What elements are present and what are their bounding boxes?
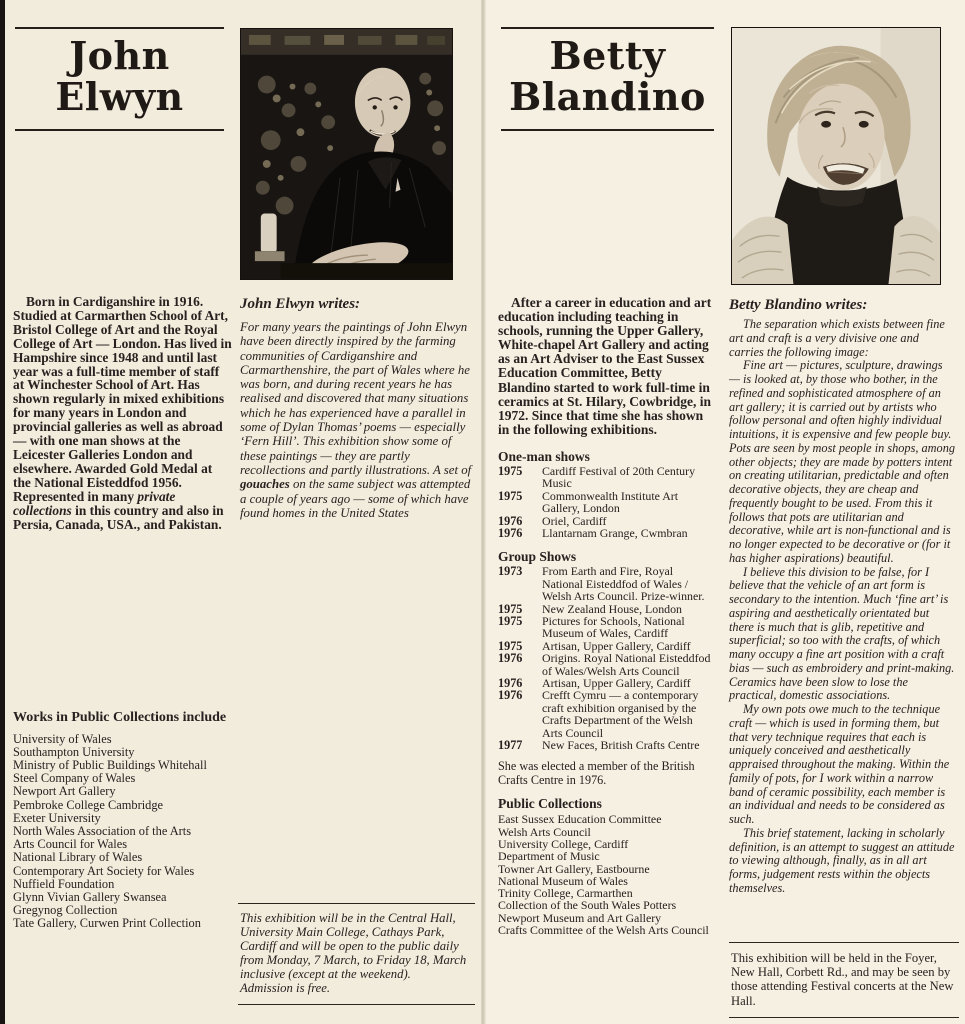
- collections-list: [13, 733, 233, 931]
- john-elwyn-writes-section: [240, 296, 473, 520]
- statement-paragraph: This brief statement, lacking in scholarly definition, is an attempt to suggest an attitude to viewing although, finally, as in all art forms, judgement rests within the objects themselves.: [729, 825, 955, 895]
- statement-heading: Betty Blandino writes:: [729, 297, 868, 313]
- show-desc: Artisan, Upper Gallery, Cardiff: [542, 638, 691, 653]
- show-desc: New Zealand House, London: [542, 601, 683, 616]
- show-year: 1976: [498, 676, 523, 691]
- collection-item: Crafts Committee of the Welsh Arts Council: [498, 923, 709, 938]
- show-year: 1976: [498, 688, 523, 703]
- title-line: Betty: [549, 33, 666, 78]
- collection-item: Contemporary Art Society for Wales: [13, 863, 195, 878]
- bio-text-italic: private collections: [13, 488, 176, 518]
- statement-paragraph: The separation which exists between fine art and craft is a very divisive one and carries the following image:: [729, 317, 945, 359]
- show-year: 1975: [498, 614, 523, 628]
- betty-biography: After a career in education and art education including teaching in schools, running the Upper Gallery, White-chapel Art Gallery and acting as an Art Adviser to the East Sussex Education Committee, Betty Blandino started to work full-time in ceramics at St. Hilary, Cowbridge, in 1972. Since that time she has shown in the following exhibitions.: [498, 295, 712, 437]
- group-shows-section: [498, 549, 715, 751]
- shows-list: [498, 465, 715, 539]
- show-row: [498, 689, 715, 739]
- collection-item: Newport Museum and Art Gallery: [498, 910, 662, 925]
- page-john-elwyn: [5, 0, 482, 1024]
- title-line: Elwyn: [55, 74, 184, 119]
- statement-paragraph: My own pots owe much to the technique craft — which is used in forming them, but that very technique requires that each is uniquely conceived and aesthetically appraised throughout the making. Within the family of pots, for I work within a narrow band of ceramic possibility, each member is an individual and needs to be considered as such.: [729, 702, 950, 826]
- john-exhibition-note: [238, 903, 475, 1005]
- statement-heading: John Elwyn writes:: [240, 296, 361, 312]
- betty-blandino-writes-section: [729, 297, 956, 896]
- section-heading: One-man shows: [498, 448, 590, 464]
- collection-item: Glynn Vivian Gallery Swansea: [13, 889, 167, 904]
- show-desc: Oriel, Cardiff: [542, 513, 607, 528]
- page-betty-blandino: [486, 0, 965, 1024]
- portrait-illustration: [732, 28, 940, 284]
- collection-item: Gregynog Collection: [13, 903, 118, 918]
- collection-item: University of Wales: [13, 731, 112, 746]
- show-desc: Artisan, Upper Gallery, Cardiff: [542, 676, 691, 691]
- title-line: John: [69, 33, 170, 78]
- collection-item: Exeter University: [13, 810, 101, 825]
- elected-note: She was elected a member of the British Crafts Centre in 1976.: [498, 759, 695, 787]
- show-row: [498, 565, 715, 602]
- shows-list: [498, 565, 715, 751]
- betty-blandino-title: [501, 27, 714, 131]
- show-desc: From Earth and Fire, Royal National Eisteddfod of Wales / Welsh Arts Council. Prize-winner.: [542, 564, 705, 604]
- show-row: [498, 490, 715, 515]
- show-year: 1975: [498, 463, 523, 478]
- show-year: 1976: [498, 525, 523, 540]
- statement-paragraphs: [729, 318, 956, 896]
- collection-item: Arts Council for Wales: [13, 837, 128, 852]
- collection-item: Tate Gallery, Curwen Print Collection: [13, 916, 201, 931]
- collection-item: Ministry of Public Buildings Whitehall: [13, 757, 207, 772]
- collection-item: University College, Cardiff: [498, 836, 629, 851]
- collection-item: Welsh Arts Council: [498, 824, 591, 839]
- show-year: 1975: [498, 638, 523, 653]
- one-man-shows-section: [498, 449, 715, 539]
- show-desc: Crefft Cymru — a contemporary craft exhibition organised by the Crafts Department of the Welsh Arts Council: [542, 688, 699, 740]
- show-year: 1975: [498, 488, 523, 503]
- show-desc: Llantarnam Grange, Cwmbran: [542, 525, 688, 540]
- collection-item: North Wales Association of the Arts: [13, 823, 192, 838]
- betty-left-column: [498, 296, 715, 936]
- title-line: Blandino: [509, 74, 706, 119]
- works-in-public-collections-section: [13, 710, 233, 931]
- show-desc: Origins. Royal National Eisteddfod of Wales/Welsh Arts Council: [542, 651, 711, 678]
- john-elwyn-photo: [240, 28, 453, 280]
- collection-item: Department of Music: [498, 849, 600, 864]
- john-biography: [13, 295, 233, 531]
- collection-item: Nuffield Foundation: [13, 876, 115, 891]
- statement-bold-word: gouaches: [240, 477, 290, 492]
- statement-paragraph: Fine art — pictures, sculpture, drawings — is looked at, by those who bother, in the refined and sophisticated atmosphere of an art gallery; it is carried out by artists who follow personal and often highly individual intuitions, it is expensive and few people buy. Pots are seen by most people in shops, among other objects; they are made by potters intent on creating utilitarian, predictable and often decorative objects, they are cheap and frequently bought to be used. From this it follows that pots are utilitarian and decorative, while art is non-functional and is no longer expected to be decorative or (for it has higher aspirations) beautiful.: [729, 358, 955, 565]
- collection-item: Trinity College, Carmarthen: [498, 886, 633, 901]
- statement-paragraph: I believe this division to be false, for I believe that the vehicle of an art form is secondary to the intention. Much ‘fine art’ is aspiring and aesthetically orientated but there is much that is glib, repetitive and superficial; so too with the crafts, of which many occupy a fine art position with a craft bias — such as embroidery and print-making. Ceramics have been slow to lose the practical, domestic associations.: [729, 564, 955, 703]
- collection-item: Pembroke College Cambridge: [13, 797, 164, 812]
- statement-part: For many years the paintings of John Elwyn have been directly inspired by the farming communities of Cardiganshire and Carmarthenshire, the part of Wales where he was born, and during recent years he has realised and discovered that many situations which he has experienced have a parallel in some of Dylan Thomas’ poems — especially ‘Fern Hill’. This exhibition show some of these paintings — they are partly recollections and partly illustrations. A set of: [240, 320, 472, 477]
- show-desc: Cardiff Festival of 20th Century Music: [542, 463, 696, 491]
- section-heading: Group Shows: [498, 549, 577, 565]
- note-text: Admission is free.: [240, 980, 331, 995]
- bio-text: in this country and also in Persia, Canada, USA., and Pakistan.: [13, 502, 224, 532]
- show-row: [498, 527, 715, 539]
- statement-text: [240, 320, 473, 520]
- note-text: This exhibition will be held in the Foyer, New Hall, Corbett Rd., and may be seen by those attending Festival concerts at the New Hall.: [731, 951, 954, 1008]
- section-heading: Works in Public Collections include: [13, 710, 227, 725]
- show-year: 1973: [498, 564, 523, 579]
- show-row: [498, 465, 715, 490]
- public-collections-section: [498, 796, 715, 936]
- show-year: 1975: [498, 601, 523, 616]
- statement-part: on the same subject was attempted a couple of years ago — some of which have found homes in the United States: [240, 477, 471, 520]
- show-desc: Pictures for Schools, National Museum of Wales, Cardiff: [542, 614, 685, 641]
- collection-item: East Sussex Education Committee: [498, 812, 662, 827]
- collection-item: National Museum of Wales: [498, 873, 628, 888]
- bio-text: Born in Cardiganshire in 1916. Studied at Carmarthen School of Art, Bristol College of Art and the Royal College of Art — London. Has lived in Hampshire since 1948 and until last year was a full-time member of staff at Winchester School of Art. Has shown regularly in mixed exhibitions for many years in London and provincial galleries as well as abroad — with one man shows at the Leicester Galleries London and elsewhere. Awarded Gold Medal at the National Eisteddfod 1956. Represented in many: [13, 294, 232, 504]
- collection-item: Steel Company of Wales: [13, 771, 136, 786]
- section-heading: Public Collections: [498, 795, 602, 811]
- betty-blandino-photo: [731, 27, 941, 285]
- collection-item: National Library of Wales: [13, 850, 143, 865]
- portrait-illustration: [241, 29, 452, 279]
- collection-item: Southampton University: [13, 744, 135, 759]
- collection-item: Towner Art Gallery, Eastbourne: [498, 861, 650, 876]
- note-text: This exhibition will be in the Central Hall, University Main College, Cathays Park, Cardiff and will be open to the public daily from Monday, 7 March, to Friday 18, March inclusive (except at the weekend).: [240, 911, 467, 981]
- collections-list: [498, 813, 715, 936]
- show-row: [498, 739, 715, 751]
- show-year: 1976: [498, 651, 523, 666]
- show-year: 1977: [498, 738, 523, 753]
- show-row: [498, 652, 715, 677]
- show-year: 1976: [498, 513, 523, 528]
- betty-exhibition-note: [729, 942, 959, 1018]
- show-desc: Commonwealth Institute Art Gallery, London: [542, 488, 679, 516]
- show-row: [498, 615, 715, 640]
- john-elwyn-title: [15, 27, 224, 131]
- collection-item: Newport Art Gallery: [13, 784, 116, 799]
- collection-item: Collection of the South Wales Potters: [498, 898, 677, 913]
- show-desc: New Faces, British Crafts Centre: [542, 738, 700, 753]
